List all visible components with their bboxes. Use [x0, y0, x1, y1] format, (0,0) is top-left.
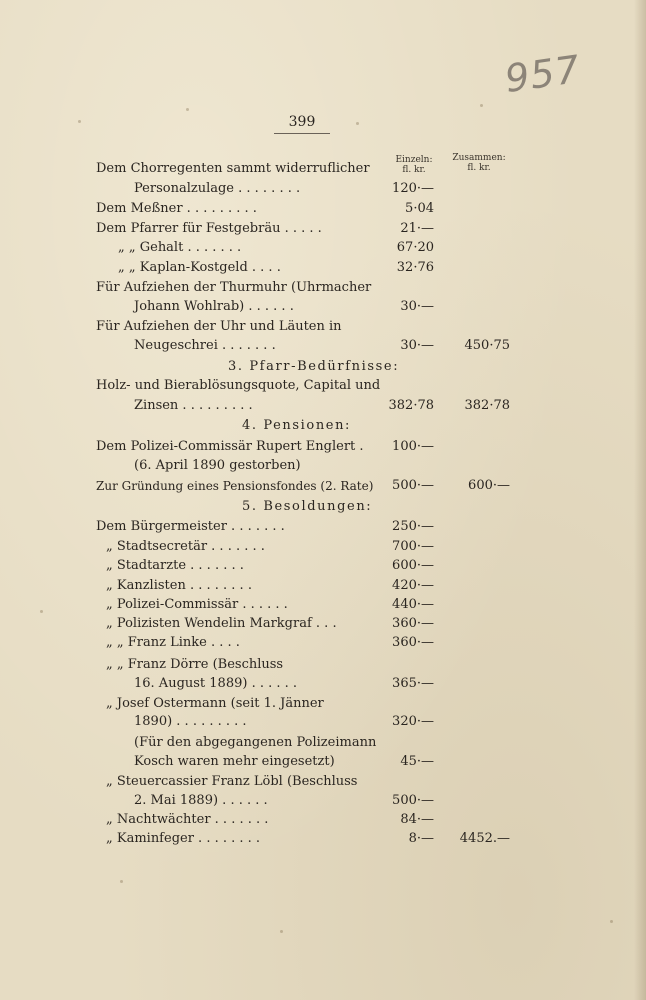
- ledger-row: [0, 556, 646, 576]
- row-label: Dem Bürgermeister . . . . . . .: [96, 519, 285, 534]
- section-heading-text: 3. Pfarr-Bedürfnisse:: [228, 359, 400, 374]
- row-amount-single: 600·—: [392, 558, 434, 573]
- row-amount-single: 67·20: [396, 240, 434, 255]
- ledger-row: [0, 159, 646, 179]
- ledger-row: [0, 456, 646, 476]
- row-label: Dem Meßner . . . . . . . . .: [96, 201, 257, 216]
- row-label: „ Nachtwächter . . . . . . .: [106, 812, 269, 827]
- row-amount-single: 45·—: [400, 754, 434, 769]
- row-label: Dem Pfarrer für Festgebräu . . . . .: [96, 221, 322, 236]
- row-label: „ Kanzlisten . . . . . . . .: [106, 578, 252, 593]
- row-label: 1890) . . . . . . . . .: [134, 714, 247, 729]
- column-head-single-units: fl. kr.: [402, 165, 426, 175]
- page-number-rule: [274, 133, 330, 134]
- row-amount-single: 32·76: [396, 260, 434, 275]
- ledger-row: [0, 238, 646, 258]
- row-amount-total: 4452.—: [459, 831, 510, 846]
- ledger-row: [0, 791, 646, 811]
- ledger-row: [0, 829, 646, 849]
- row-label: Johann Wohlrab) . . . . . .: [134, 299, 294, 314]
- ledger-row: [0, 396, 646, 416]
- row-label: „ „ Franz Dörre (Beschluss: [106, 657, 284, 672]
- row-label: Zur Gründung eines Pensionsfondes (2. Rate): [96, 479, 374, 493]
- ledger-row: [0, 199, 646, 219]
- row-amount-single: 120·—: [392, 181, 434, 196]
- ledger-row: [0, 278, 646, 298]
- ledger-row: [0, 376, 646, 396]
- paper-speck: [78, 120, 81, 123]
- row-label: Dem Polizei-Commissär Rupert Englert .: [96, 439, 364, 454]
- section-heading: [0, 497, 646, 517]
- paper-speck: [120, 880, 123, 883]
- row-label: Dem Chorregenten sammt widerruflicher: [96, 161, 370, 176]
- row-amount-single: 30·—: [400, 299, 434, 314]
- row-amount-single: 84·—: [400, 812, 434, 827]
- row-amount-single: 365·—: [392, 676, 434, 691]
- ledger-row: [0, 258, 646, 278]
- row-label: „ „ Kaplan-Kostgeld . . . .: [118, 260, 281, 275]
- ledger-row: [0, 595, 646, 615]
- ledger-row: [0, 810, 646, 830]
- row-amount-single: 440·—: [392, 597, 434, 612]
- row-label: „ „ Franz Linke . . . .: [106, 635, 240, 650]
- ledger-row: [0, 733, 646, 753]
- ledger-row: [0, 655, 646, 675]
- paper-speck: [480, 104, 483, 107]
- ledger-row: [0, 694, 646, 714]
- handwritten-page-annotation: 957: [502, 46, 584, 102]
- row-amount-single: 360·—: [392, 635, 434, 650]
- paper-speck: [186, 108, 189, 111]
- ledger-row: [0, 179, 646, 199]
- row-label: „ Polizei-Commissär . . . . . .: [106, 597, 288, 612]
- row-label: „ „ Gehalt . . . . . . .: [118, 240, 242, 255]
- row-label: Holz- und Bierablösungsquote, Capital und: [96, 378, 381, 393]
- row-label: (Für den abgegangenen Polizeimann: [134, 735, 377, 750]
- section-heading-text: 4. Pensionen:: [242, 418, 352, 433]
- ledger-row: [0, 712, 646, 732]
- ledger-row: [0, 633, 646, 653]
- row-label: (6. April 1890 gestorben): [134, 458, 301, 473]
- column-head-single-label: Einzeln:: [395, 155, 433, 165]
- ledger-row: [0, 614, 646, 634]
- ledger-row: [0, 336, 646, 356]
- row-label: 16. August 1889) . . . . . .: [134, 676, 298, 691]
- row-amount-total: 450·75: [464, 338, 510, 353]
- row-amount-single: 21·—: [400, 221, 434, 236]
- ledger-row: [0, 317, 646, 337]
- page-number: 399: [288, 114, 316, 130]
- ledger-row: [0, 517, 646, 537]
- row-amount-single: 5·04: [405, 201, 434, 216]
- ledger-row: [0, 297, 646, 317]
- column-head-total-label: Zusammen:: [452, 153, 506, 163]
- row-label: Zinsen . . . . . . . . .: [134, 398, 253, 413]
- paper-speck: [356, 122, 359, 125]
- row-label: Neugeschrei . . . . . . .: [134, 338, 276, 353]
- paper-speck: [280, 930, 283, 933]
- section-heading: [0, 357, 646, 377]
- row-amount-single: 100·—: [392, 439, 434, 454]
- paper-speck: [610, 920, 613, 923]
- paper-speck: [40, 610, 43, 613]
- row-amount-single: 382·78: [388, 398, 434, 413]
- row-label: „ Josef Ostermann (seit 1. Jänner: [106, 696, 324, 711]
- ledger-row: [0, 674, 646, 694]
- row-amount-single: 500·—: [392, 793, 434, 808]
- column-head-total-units: fl. kr.: [467, 163, 491, 173]
- row-amount-single: 420·—: [392, 578, 434, 593]
- row-label: „ Kaminfeger . . . . . . . .: [106, 831, 261, 846]
- row-label: Kosch waren mehr eingesetzt): [134, 754, 335, 769]
- row-amount-total: 600·—: [468, 478, 510, 493]
- row-label: „ Stadtsecretär . . . . . . .: [106, 539, 265, 554]
- row-amount-single: 250·—: [392, 519, 434, 534]
- row-label: „ Steuercassier Franz Löbl (Beschluss: [106, 774, 358, 789]
- ledger-row: [0, 772, 646, 792]
- row-label: „ Stadtarzte . . . . . . .: [106, 558, 244, 573]
- section-heading-text: 5. Besoldungen:: [242, 499, 373, 514]
- ledger-row: [0, 219, 646, 239]
- row-label: Personalzulage . . . . . . . .: [134, 181, 301, 196]
- ledger-row: [0, 752, 646, 772]
- row-label: „ Polizisten Wendelin Markgraf . . .: [106, 616, 337, 631]
- row-amount-total: 382·78: [464, 398, 510, 413]
- row-label: 2. Mai 1889) . . . . . .: [134, 793, 268, 808]
- ledger-row: [0, 437, 646, 457]
- ledger-row: [0, 476, 646, 496]
- ledger-row: [0, 537, 646, 557]
- row-amount-single: 8·—: [408, 831, 434, 846]
- section-heading: [0, 416, 646, 436]
- row-amount-single: 320·—: [392, 714, 434, 729]
- ledger-row: [0, 576, 646, 596]
- row-amount-single: 700·—: [392, 539, 434, 554]
- row-label: Für Aufziehen der Thurmuhr (Uhrmacher: [96, 280, 372, 295]
- row-label: Für Aufziehen der Uhr und Läuten in: [96, 319, 342, 334]
- row-amount-single: 30·—: [400, 338, 434, 353]
- row-amount-single: 500·—: [392, 478, 434, 493]
- row-amount-single: 360·—: [392, 616, 434, 631]
